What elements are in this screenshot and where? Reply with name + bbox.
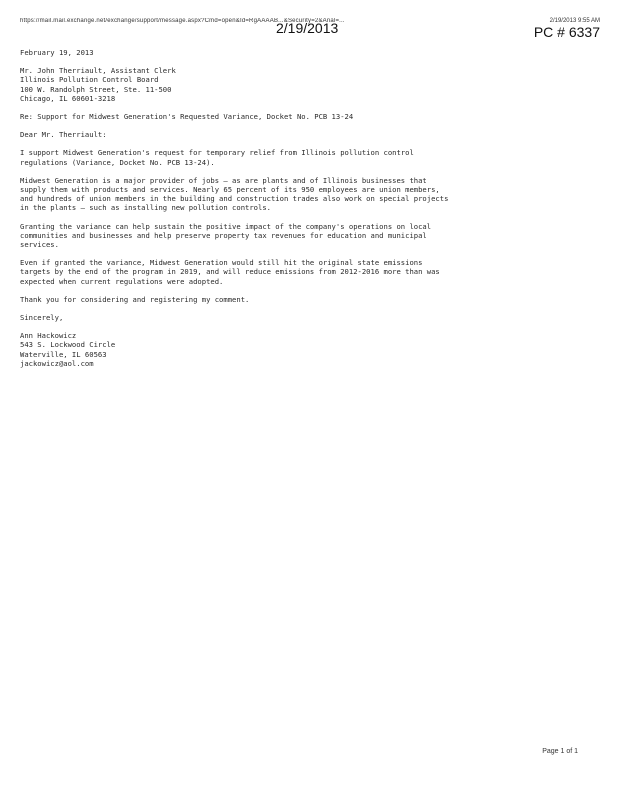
public-comment-number: PC # 6337: [533, 24, 600, 40]
page-number: Page 1 of 1: [542, 748, 578, 755]
paragraph-5: [20, 295, 590, 304]
signature-address: 543 S. Lockwood Circle: [20, 340, 116, 350]
paragraph-2: [20, 176, 590, 213]
paragraph-3: [20, 222, 590, 250]
paragraph-line: expected when current regulations were adopted.: [20, 276, 224, 286]
paragraph-line: Thank you for considering and registering my comment.: [20, 294, 250, 304]
recipient-line: 100 W. Randolph Street, Ste. 11-500: [20, 84, 172, 94]
paragraph-line: targets by the end of the program in 2019, and will reduce emissions from 2012-2016 more than was: [20, 267, 440, 277]
letter-body: [20, 48, 590, 368]
signature-name: Ann Hackowicz: [20, 331, 77, 341]
recipient-line: Illinois Pollution Control Board: [20, 75, 159, 85]
paragraph-line: Midwest Generation is a major provider of jobs — as are plants and of Illinois businesses that: [20, 175, 427, 185]
paragraph-line: I support Midwest Generation's request for temporary relief from Illinois pollution control: [20, 148, 414, 158]
recipient-line: Mr. John Therriault, Assistant Clerk: [20, 66, 176, 76]
print-timestamp: 2/19/2013 9:55 AM: [549, 18, 600, 24]
paragraph-line: and hundreds of union members in the building and construction trades also work on special projects: [20, 194, 449, 204]
source-url: https://mail.mail.exchange.net/exchange/support/message.aspx?Cmd=open&Id=RgAAAAB...&Security=2&Anal=...: [20, 18, 345, 24]
closing: Sincerely,: [20, 313, 64, 323]
paragraph-line: regulations (Variance, Docket No. PCB 13-24).: [20, 157, 215, 167]
paragraph-1: [20, 148, 590, 166]
paragraph-4: [20, 258, 590, 286]
salutation: Dear Mr. Therriault:: [20, 130, 107, 140]
signature-block: [20, 331, 590, 368]
paragraph-line: Even if granted the variance, Midwest Generation would still hit the original state emissions: [20, 258, 423, 268]
paragraph-line: communities and businesses and help preserve property tax revenues for education and municipal: [20, 230, 427, 240]
letter-date: February 19, 2013: [20, 48, 94, 57]
recipient-address: [20, 66, 590, 103]
recipient-line: Chicago, IL 60601-3218: [20, 93, 116, 103]
paragraph-line: supply them with products and services. Nearly 65 percent of its 950 employees are union members,: [20, 185, 440, 195]
paragraph-line: in the plants — such as installing new pollution controls.: [20, 203, 271, 213]
signature-city: Waterville, IL 60563: [20, 349, 107, 359]
subject-line: Re: Support for Midwest Generation's Requested Variance, Docket No. PCB 13-24: [20, 112, 354, 122]
paragraph-line: services.: [20, 240, 59, 250]
signature-email: jackowicz@aol.com: [20, 358, 94, 368]
print-header: [20, 14, 604, 40]
paragraph-line: Granting the variance can help sustain the positive impact of the company's operations on local: [20, 221, 432, 231]
received-date-stamp: 2/19/2013: [276, 20, 339, 36]
